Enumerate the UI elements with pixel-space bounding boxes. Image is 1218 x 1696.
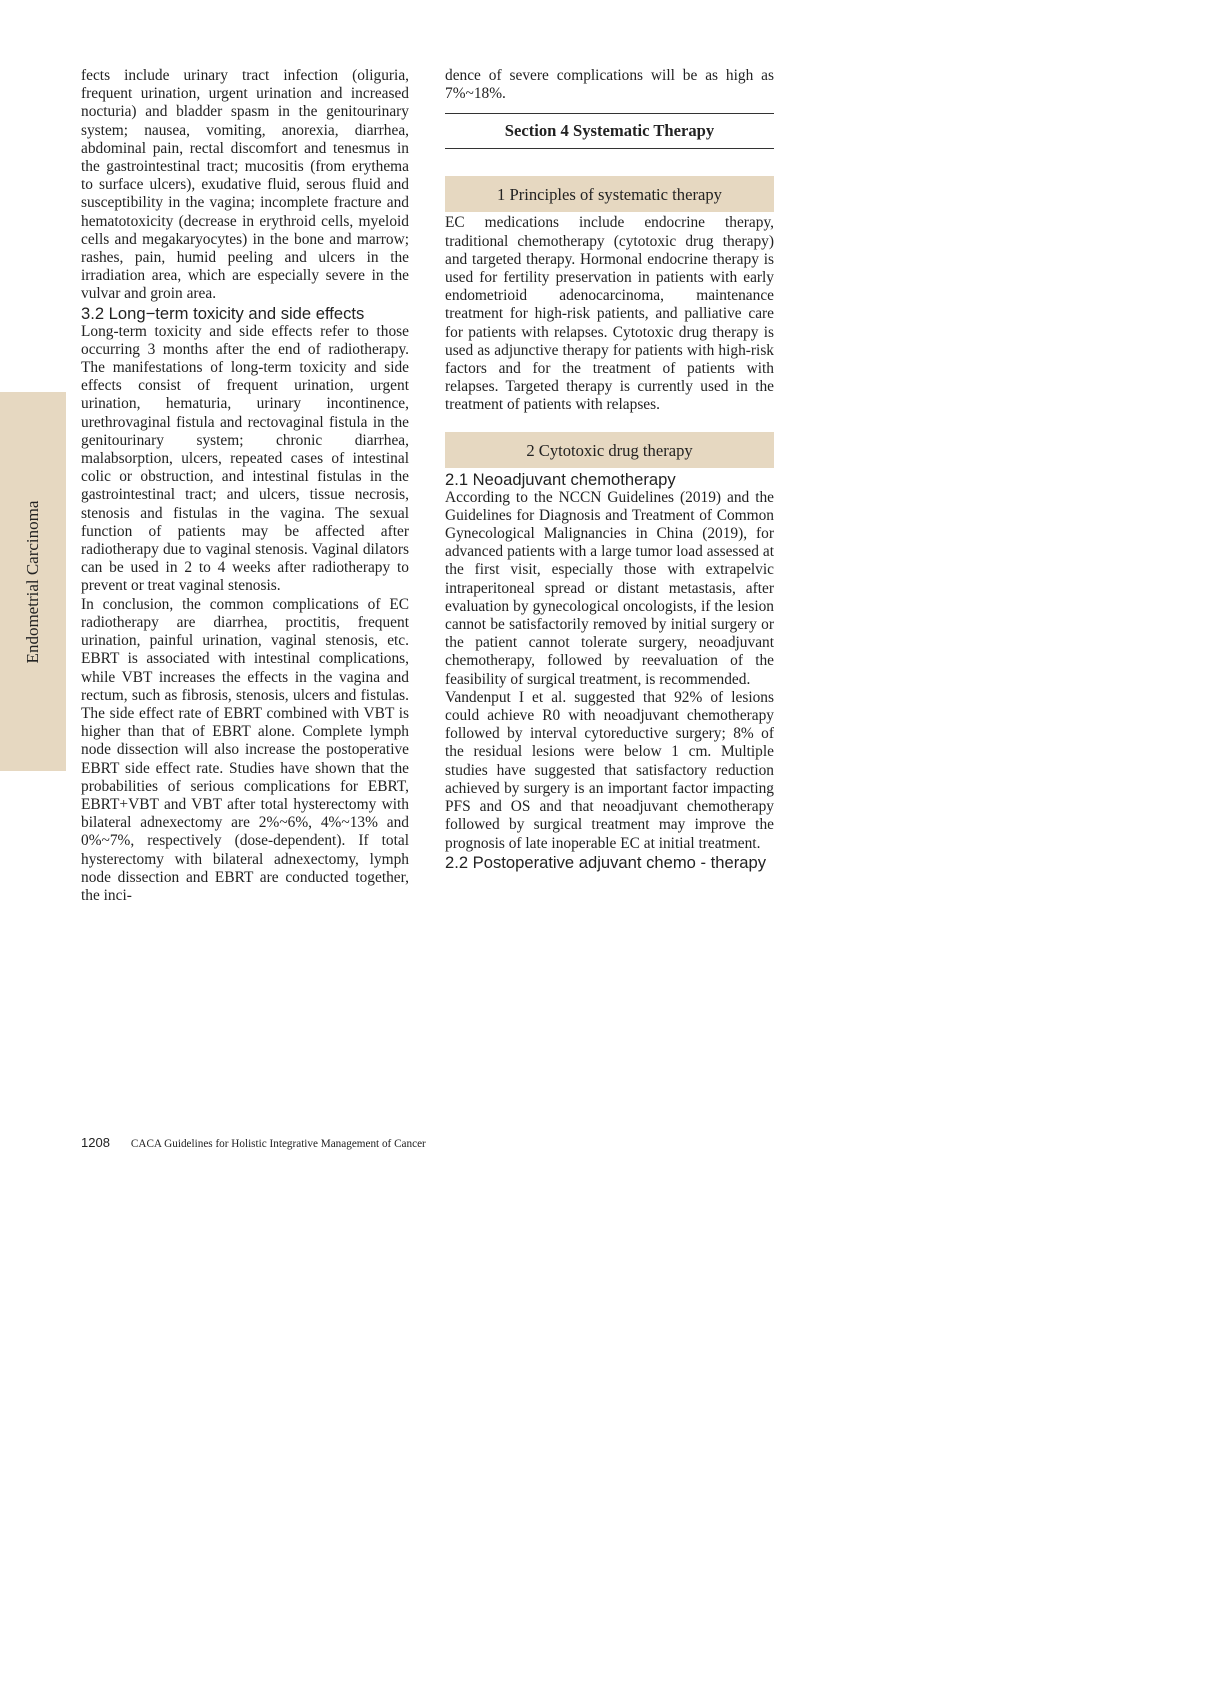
paragraph-long-term-toxicity: Long-term toxicity and side effects refer to those occurring 3 months after the end of radiotherapy. The manifestations of long-term toxicity and side effects consist of frequent urination, urgent urination, hematuria, urinary incontinence, urethrovaginal fistula and rectovaginal fistula in the genitourinary system; chronic diarrhea, malabsorption, ulcers, repeated cases of intestinal colic or obstruction, and intestinal fistulas in the gastrointestinal tract; and ulcers, tissue necrosis, stenosis and fistulas in the vagina. The sexual function of patients may be affected after radiotherapy due to vaginal stenosis. Vaginal dilators can be used in 2 to 4 weeks after radiotherapy to prevent or treat vaginal stenosis.	[81, 322, 409, 595]
subheading-neoadjuvant: 2.1 Neoadjuvant chemotherapy	[445, 469, 676, 489]
paragraph-continuation: dence of severe complications will be as high as 7%~18%.	[445, 67, 774, 103]
paragraph-acute-effects: fects include urinary tract infection (oliguria, frequent urination, urgent urination and increased nocturia) and bladder spasm in the genitourinary system; nausea, vomiting, anorexia, diarrhea, abdominal pain, rectal discomfort and tenesmus in the gastrointestinal tract; mucositis (from erythema to surface ulcers), exudative fluid, serous fluid and susceptibility in the vagina; incomplete fracture and hematotoxicity (decrease in erythroid cells, myeloid cells and megakaryocytes) in the bone and marrow; rashes, pain, humid peeling and ulcers in the irradiation area, which are especially severe in the vulvar and groin area.	[81, 67, 409, 303]
paragraph-neoadjuvant-studies: Vandenput I et al. suggested that 92% of lesions could achieve R0 with neoadjuvant chemotherapy followed by interval cytoreductive surgery; 8% of the residual lesions were below 1 cm. Multiple studies have suggested that satisfactory reduction achieved by surgery is an important factor impacting PFS and OS and that neoadjuvant chemotherapy followed by surgical treatment may improve the prognosis of late inoperable EC at initial treatment.	[445, 688, 774, 852]
paragraph-conclusion: In conclusion, the common complications of EC radiotherapy are diarrhea, proctitis, frequent urination, painful urination, vaginal stenosis, etc. EBRT is associated with intestinal complications, while VBT increases the effects in the vagina and rectum, such as fibrosis, stenosis, ulcers and fistulas. The side effect rate of EBRT combined with VBT is higher than that of EBRT alone. Complete lymph node dissection will also increase the postoperative EBRT side effect rate. Studies have shown that the probabilities of serious complications for EBRT, EBRT+VBT and VBT after total hysterectomy with bilateral adnexectomy are 2%~6%, 4%~13% and 0%~7%, respectively (dose-dependent). If total hysterectomy with bilateral adnexectomy, lymph node dissection and EBRT are conducted together, the inci-	[81, 595, 409, 904]
band-cytotoxic: 2 Cytotoxic drug therapy	[445, 432, 774, 468]
subheading-long-term-toxicity: 3.2 Long−term toxicity and side effects	[81, 303, 365, 323]
page-footer	[81, 1135, 426, 1151]
spacer	[445, 415, 774, 432]
subheading-postoperative-adjuvant: 2.2 Postoperative adjuvant chemo - therapy	[445, 852, 767, 872]
paragraph-neoadjuvant-guidelines: According to the NCCN Guidelines (2019) and the Guidelines for Diagnosis and Treatment of Common Gynecological Malignancies in China (2019), for advanced patients with a large tumor load assessed at the first visit, especially those with extrapelvic intraperitoneal spread or distant metastasis, after evaluation by gynecological oncologists, if the lesion cannot be satisfactorily removed by initial surgery or the patient cannot tolerate surgery, neoadjuvant chemotherapy, followed by reevaluation of the feasibility of surgical treatment, is recommended.	[445, 488, 774, 688]
side-tab	[0, 392, 66, 771]
right-column	[445, 67, 774, 872]
page-number: 1208	[81, 1135, 110, 1150]
section-title: Section 4 Systematic Therapy	[445, 113, 774, 149]
paragraph-principles: EC medications include endocrine therapy, traditional chemotherapy (cytotoxic drug therapy) and targeted therapy. Hormonal endocrine therapy is used for fertility preservation in patients with early endometrioid adenocarcinoma, maintenance treatment for high-risk patients, and palliative care for patients with relapses. Cytotoxic drug therapy is used as adjunctive therapy for patients with high-risk factors and for the treatment of patients with relapses. Targeted therapy is currently used in the treatment of patients with relapses.	[445, 214, 774, 414]
left-column	[81, 67, 409, 905]
spacer	[445, 149, 774, 176]
side-tab-label: Endometrial Carcinoma	[23, 500, 42, 663]
band-principles: 1 Principles of systematic therapy	[445, 176, 774, 212]
running-footer-title: CACA Guidelines for Holistic Integrative Management of Cancer	[130, 1138, 426, 1150]
